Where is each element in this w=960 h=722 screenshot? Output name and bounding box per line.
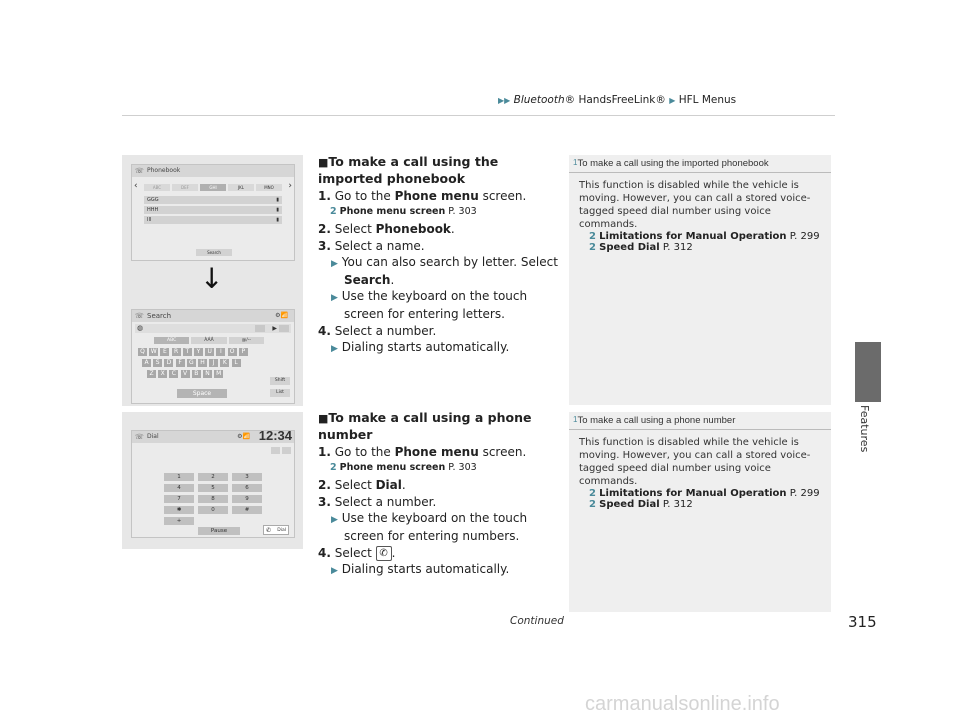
handset-icon: ✆ <box>266 527 272 534</box>
tab-abc[interactable]: ABC <box>154 337 189 344</box>
breadcrumb-hfl: ® HandsFreeLink® <box>564 94 666 106</box>
watermark: carmanualsonline.info <box>585 693 780 715</box>
note-title: $^1$To make a call using a phone number <box>569 412 831 430</box>
cross-reference[interactable]: 2 Phone menu screen P. 303 <box>330 462 477 473</box>
list-item[interactable] <box>144 206 282 214</box>
step-3: 3. Select a number. <box>318 495 437 509</box>
phonebook-list <box>144 196 282 224</box>
section-heading: ■To make a call using the imported phonebook <box>318 154 499 186</box>
key-c[interactable]: C <box>169 370 178 378</box>
cross-reference[interactable]: 2 Limitations for Manual Operation P. 299 <box>589 231 820 242</box>
key-x[interactable]: X <box>158 370 167 378</box>
dial-key[interactable]: 2 <box>198 473 228 481</box>
breadcrumb-bluetooth: Bluetooth <box>513 94 565 106</box>
dial-key[interactable]: + <box>164 517 194 525</box>
key-r[interactable]: R <box>172 348 181 356</box>
step-1: 1. Go to the Phone menu screen. <box>318 189 527 203</box>
key-u[interactable]: U <box>205 348 214 356</box>
dial-label: Dial <box>277 528 286 533</box>
key-m[interactable]: M <box>216 370 222 377</box>
list-button[interactable]: List <box>270 389 290 397</box>
section-phone-number <box>318 410 558 579</box>
step-2: 2. Select Phonebook. <box>318 222 455 236</box>
chevron-right-icon[interactable]: › <box>288 181 292 191</box>
key-v[interactable]: V <box>181 370 190 378</box>
cross-reference[interactable]: 2 Speed Dial P. 312 <box>589 499 693 510</box>
list-item[interactable] <box>144 216 282 224</box>
dial-key[interactable]: 3 <box>232 473 262 481</box>
entry-name: III <box>147 217 152 223</box>
globe-icon: ◍ <box>137 324 144 332</box>
page-number: 315 <box>848 613 877 631</box>
triangle-icon: ▶ <box>669 96 676 105</box>
screenshot-panel-1 <box>122 155 303 406</box>
phone-icon: ☏ <box>135 433 144 441</box>
note-title: $^1$To make a call using the imported phonebook <box>569 155 831 173</box>
section-label: Features <box>858 405 871 453</box>
search-title: Search <box>147 312 172 320</box>
dial-key[interactable]: 1 <box>164 473 194 481</box>
key-g[interactable]: G <box>187 359 196 367</box>
key-q[interactable]: Q <box>138 348 147 356</box>
arrow-down-icon: ↓ <box>200 262 224 295</box>
tab-def[interactable]: DEF <box>172 184 198 191</box>
sub-step: ▶ Use the keyboard on the touch screen for entering numbers. <box>331 511 528 543</box>
screenshot-panel-2 <box>122 412 303 549</box>
key-y[interactable]: Y <box>194 348 203 356</box>
handset-icon: ✆ <box>376 546 392 561</box>
dial-key[interactable]: 6 <box>232 484 262 492</box>
note-box-1 <box>569 155 831 405</box>
key-w[interactable]: W <box>150 348 157 355</box>
cursor-right-icon[interactable]: ▶ <box>272 325 277 332</box>
section-tab <box>855 342 881 402</box>
signal-icon: ⚙📶 <box>275 312 288 319</box>
phone-icon: ☏ <box>135 312 144 320</box>
breadcrumb <box>498 94 736 106</box>
tab-accents[interactable]: ÀÁÂ <box>191 337 226 344</box>
dial-button[interactable] <box>263 525 289 535</box>
key-s[interactable]: S <box>153 359 162 367</box>
pause-key[interactable]: Pause <box>198 527 240 535</box>
dial-key[interactable]: # <box>232 506 262 514</box>
dial-key[interactable]: 4 <box>164 484 194 492</box>
key-k[interactable]: K <box>220 359 229 367</box>
dial-key[interactable]: 5 <box>198 484 228 492</box>
breadcrumb-menus: HFL Menus <box>678 94 737 106</box>
space-key[interactable]: Space <box>177 389 227 398</box>
section-heading: ■To make a call using a phone number <box>318 410 532 442</box>
key-p[interactable]: P <box>239 348 248 356</box>
dial-key[interactable]: 0 <box>198 506 228 514</box>
note-body: This function is disabled while the vehicle is moving. However, you can call a stored voice-tagged speed dial number using voice commands. <box>579 180 811 230</box>
key-j[interactable]: J <box>209 359 218 367</box>
key-b[interactable]: B <box>192 370 201 378</box>
key-n[interactable]: N <box>203 370 212 378</box>
shift-key[interactable]: Shift <box>270 377 290 385</box>
key-d[interactable]: D <box>164 359 173 367</box>
cross-reference[interactable]: 2 Limitations for Manual Operation P. 299 <box>589 488 820 499</box>
step-1: 1. Go to the Phone menu screen. <box>318 445 527 459</box>
triangle-icon: ▶▶ <box>498 96 511 105</box>
step-4: 4. Select a number. <box>318 324 437 338</box>
signal-icon: ⚙📶 <box>237 433 250 440</box>
phonebook-screen <box>131 164 295 261</box>
search-screen <box>131 309 295 404</box>
note-body: This function is disabled while the vehicle is moving. However, you can call a stored voice-tagged speed dial number using voice commands. <box>579 437 811 487</box>
step-2: 2. Select Dial. <box>318 478 406 492</box>
key-f[interactable]: F <box>176 359 185 367</box>
phone-icon: ▮ <box>276 217 279 223</box>
dial-screen <box>131 430 295 538</box>
key-a[interactable]: A <box>142 359 151 367</box>
tab-mno[interactable]: MNO <box>256 184 282 191</box>
dial-key[interactable]: 7 <box>164 495 194 503</box>
tab-jkl[interactable]: JKL <box>228 184 254 191</box>
key-h[interactable]: H <box>198 359 207 367</box>
note-box-2 <box>569 412 831 612</box>
key-z[interactable]: Z <box>147 370 156 378</box>
dial-key[interactable]: ✱ <box>164 506 194 514</box>
tab-abc[interactable]: ABC <box>144 184 170 191</box>
clock: 12:34 <box>258 428 292 443</box>
arrow-icon: ▶ <box>331 344 338 354</box>
key-o[interactable]: O <box>228 348 237 356</box>
dial-title: Dial <box>147 433 159 440</box>
key-i[interactable]: I <box>216 348 225 356</box>
key-e[interactable]: E <box>160 348 169 356</box>
phonebook-tabs <box>144 184 282 191</box>
phone-icon: ▮ <box>276 197 279 203</box>
section-phonebook <box>318 154 558 357</box>
step-4: 4. Select ✆ . <box>318 546 396 560</box>
phone-icon: ☏ <box>135 167 144 175</box>
cross-reference[interactable]: 2 Speed Dial P. 312 <box>589 242 693 253</box>
cross-reference[interactable]: 2 Phone menu screen P. 303 <box>330 206 477 217</box>
key-l[interactable]: L <box>232 359 241 367</box>
entry-name: HHH <box>147 207 159 213</box>
phonebook-titlebar <box>132 165 294 177</box>
sub-step: ▶ You can also search by letter. Select Search. <box>331 255 558 287</box>
list-item[interactable] <box>144 196 282 204</box>
sub-step: ▶ Use the keyboard on the touch screen for entering letters. <box>331 289 528 321</box>
tab-ghi[interactable]: GHI <box>200 184 226 191</box>
sub-step: ▶ Dialing starts automatically. <box>331 340 510 354</box>
chevron-left-icon[interactable]: ‹ <box>134 181 138 191</box>
dial-keypad <box>132 428 294 537</box>
dial-key[interactable]: 8 <box>198 495 228 503</box>
arrow-icon: ▶ <box>331 566 338 576</box>
dial-key[interactable]: 9 <box>232 495 262 503</box>
header-rule <box>122 115 835 116</box>
arrow-icon: ▶ <box>331 259 338 269</box>
phonebook-title: Phonebook <box>147 167 181 174</box>
key-t[interactable]: T <box>183 348 192 356</box>
search-button[interactable]: Search <box>196 249 232 256</box>
tab-symbols[interactable]: @/-- <box>229 337 264 344</box>
arrow-icon: ▶ <box>331 515 338 525</box>
entry-name: GGG <box>147 197 159 203</box>
continued-label: Continued <box>510 615 564 627</box>
phone-icon: ▮ <box>276 207 279 213</box>
arrow-icon: ▶ <box>331 293 338 303</box>
step-3: 3. Select a name. <box>318 239 425 253</box>
sub-step: ▶ Dialing starts automatically. <box>331 562 510 576</box>
